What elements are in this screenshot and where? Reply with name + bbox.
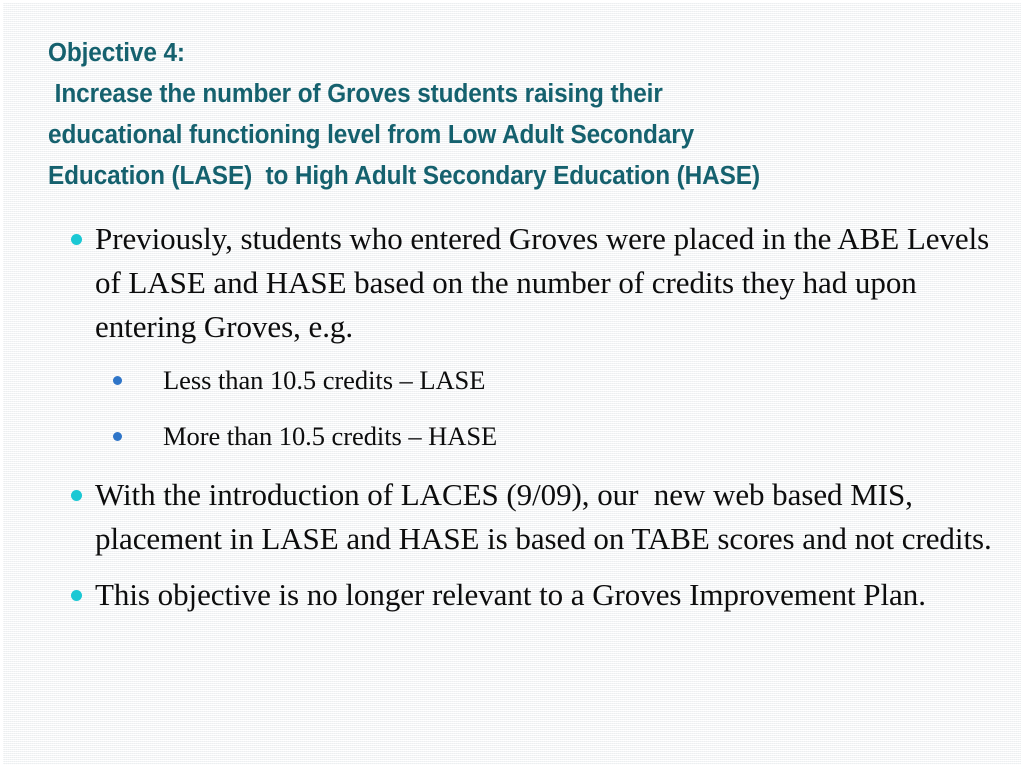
bullet-dot-icon xyxy=(71,234,82,245)
list-item xyxy=(65,355,995,405)
title-line-2: Increase the number of Groves students raising their xyxy=(48,80,663,108)
list-item-text: With the introduction of LACES (9/09), our new web based MIS, placement in LASE and HASE is based on TABE scores and not credits. xyxy=(95,477,992,556)
list-item-text: More than 10.5 credits – HASE xyxy=(163,421,498,451)
sub-bullet-dot-icon xyxy=(113,376,122,385)
slide-body xyxy=(65,217,995,617)
list-item xyxy=(65,473,995,561)
title-line-1: Objective 4: xyxy=(48,39,185,67)
slide-title xyxy=(48,33,978,197)
list-item xyxy=(65,217,995,349)
bullet-dot-icon xyxy=(71,490,82,501)
list-item xyxy=(65,411,995,461)
list-item xyxy=(65,573,995,617)
list-item-text: Less than 10.5 credits – LASE xyxy=(163,365,486,395)
list-item-text: Previously, students who entered Groves were placed in the ABE Levels of LASE and HASE based on the number of credits they had upon entering Groves, e.g. xyxy=(95,221,997,344)
bullet-dot-icon xyxy=(71,590,82,601)
title-line-4: Education (LASE) to High Adult Secondary Education (HASE) xyxy=(48,162,760,190)
sub-bullet-dot-icon xyxy=(113,432,122,441)
title-line-3: educational functioning level from Low Adult Secondary xyxy=(48,121,695,149)
list-item-text: This objective is no longer relevant to a Groves Improvement Plan. xyxy=(95,577,926,612)
